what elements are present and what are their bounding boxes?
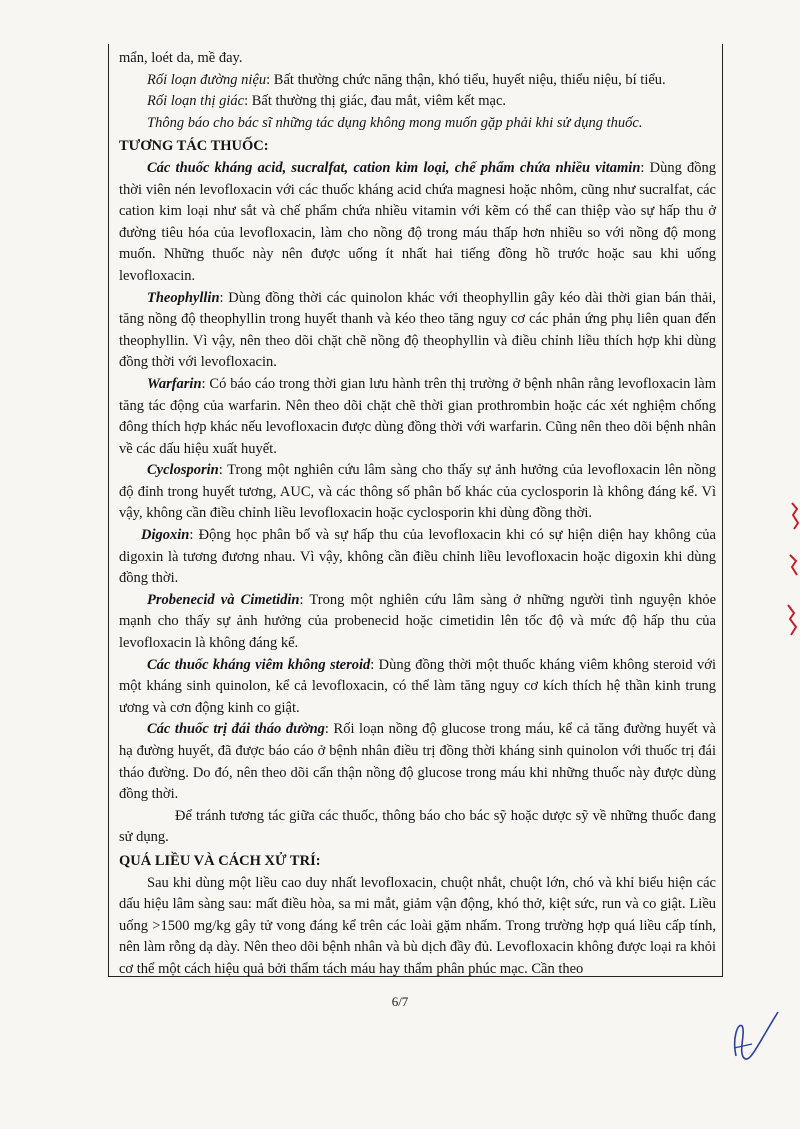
interaction-term: Cyclosporin	[147, 462, 219, 479]
interaction-warfarin	[119, 374, 716, 460]
interaction-advice: Để tránh tương tác giữa các thuốc, thông báo cho bác sỹ hoặc dược sỹ về những thuốc đang sử dụng.	[119, 807, 716, 846]
vision-text: : Bất thường thị giác, đau mắt, viêm kết mạc.	[244, 93, 507, 110]
interaction-term: Digoxin	[141, 527, 190, 544]
interaction-term: Các thuốc trị đái tháo đường	[147, 721, 325, 738]
interaction-text: : Trong một nghiên cứu lâm sàng ở những người tình nguyện khỏe mạnh cho thấy sự ảnh hưởng của probenecid hoặc cimetidin lên tốc độ và mức độ hấp thu của levofloxacin là không đáng kể.	[119, 591, 717, 652]
page-frame	[108, 44, 723, 977]
urinary-text: : Bất thường chức năng thận, khó tiểu, huyết niệu, thiểu niệu, bí tiểu.	[266, 71, 666, 88]
interaction-nsaid	[119, 655, 716, 720]
interaction-text: : Có báo cáo trong thời gian lưu hành trên thị trường ở bệnh nhân rằng levofloxacin làm tăng tác động của warfarin. Nên theo dõi chặt chẽ thời gian prothrombin hoặc các xét nghiệm chống đông thích hợp khác nếu levofloxacin được dùng đồng thời với warfarin. Cũng nên theo dõi bệnh nhân về các dấu hiệu xuất huyết.	[119, 375, 716, 457]
side-effect-line: mẩn, loét da, mề đay.	[119, 50, 243, 66]
interaction-text: : Dùng đồng thời các quinolon khác với theophyllin gây kéo dài thời gian bán thải, tăng nồng độ theophyllin trong huyết thanh và kéo theo tăng nguy cơ các phản ứng phụ liên quan đến theophyllin. Vì vậy, nên theo dõi chặt chẽ nồng độ theophyllin và điều chỉnh liều thích hợp khi dùng đồng thời với levofloxacin.	[119, 289, 716, 371]
page-number: 6/7	[391, 994, 409, 1009]
interaction-term: Theophyllin	[147, 289, 220, 306]
interaction-cyclosporin	[119, 460, 716, 525]
overdose-text: Sau khi dùng một liều cao duy nhất levofloxacin, chuột nhắt, chuột lớn, chó và khỉ biểu hiện các dấu hiệu lâm sàng sau: mất điều hòa, sa mi mắt, giảm vận động, khó thở, kiệt sức, run và co giật. Liều uống >1500 mg/kg gây tử vong đáng kể trên các loài gặm nhấm. Trong trường hợp quá liều cấp tính, nên làm rỗng dạ dày. Nên theo dõi bệnh nhân và bù dịch đầy đủ. Levofloxacin không được loại ra khỏi cơ thể một cách hiệu quả bởi thẩm tách máu hay thẩm phân phúc mạc. Cần theo	[119, 874, 716, 977]
interaction-term: Các thuốc kháng acid, sucralfat, cation kim loại, chế phẩm chứa nhiều vitamin	[147, 159, 641, 176]
interaction-text: : Trong một nghiên cứu lâm sàng cho thấy sự ảnh hưởng của levofloxacin lên nồng độ đỉnh trong huyết tương, AUC, và các thông số phân bố khác của cyclosporin là không đáng kể. Vì vậy, không cần điều chỉnh liều levofloxacin hoặc cyclosporin khi dùng đồng thời.	[119, 462, 716, 522]
interaction-text: : Rối loạn nồng độ glucose trong máu, kể cả tăng đường huyết và hạ đường huyết, đã được báo cáo ở bệnh nhân điều trị đồng thời kháng sinh quinolon với thuốc trị đái tháo đường. Do đó, nên theo dõi cẩn thận nồng độ glucose trong máu khi những thuốc này được dùng đồng thời.	[119, 721, 716, 803]
document-body	[109, 44, 722, 977]
interaction-term: Warfarin	[147, 375, 202, 392]
interaction-text: : Dùng đồng thời viên nén levofloxacin với các thuốc kháng acid chứa magnesi hoặc nhôm, cũng như sucralfat, các cation kim loại như sắt và chế phẩm chứa nhiều vitamin với kẽm có thể can thiệp vào sự hấp thu ở đường tiêu hóa của levofloxacin, làm cho nồng độ trong máu thấp hơn nhiều so với nồng độ mong muốn. Những thuốc này nên được uống ít nhất hai tiếng đồng hồ trước hoặc sau khi uống levofloxacin.	[119, 159, 716, 284]
red-stamp-edge	[782, 495, 800, 665]
interaction-antidiabetic	[119, 719, 716, 805]
interaction-term: Probenecid và Cimetidin	[147, 591, 300, 608]
interaction-term: Các thuốc kháng viêm không steroid	[147, 656, 371, 673]
vision-label: Rối loạn thị giác	[147, 93, 245, 110]
interaction-theophyllin	[119, 288, 716, 374]
interaction-text: : Động học phân bố và sự hấp thu của levofloxacin khi có sự hiện diện hay không của digoxin là tương đương nhau. Vì vậy, không cần điều chỉnh liều levofloxacin hoặc digoxin khi dùng đồng thời.	[119, 527, 716, 587]
overdose-heading: QUÁ LIỀU VÀ CÁCH XỬ TRÍ:	[119, 852, 321, 869]
interactions-heading: TƯƠNG TÁC THUỐC:	[119, 138, 269, 155]
signature-mark	[728, 1008, 784, 1068]
side-effect-vision	[119, 91, 716, 113]
interaction-antacids	[119, 158, 716, 288]
interaction-probenecid	[119, 590, 716, 655]
interaction-digoxin	[119, 525, 716, 590]
notify-doctor-note: Thông báo cho bác sĩ những tác dụng không mong muốn gặp phải khi sử dụng thuốc.	[147, 114, 643, 131]
side-effect-urinary	[119, 70, 716, 92]
urinary-label: Rối loạn đường niệu	[147, 71, 267, 88]
interaction-text: : Dùng đồng thời một thuốc kháng viêm không steroid với một kháng sinh quinolon, kể cả levofloxacin, có thể làm tăng nguy cơ kích thích hệ thần kinh trung ương và cơn động kinh co giật.	[119, 656, 716, 716]
